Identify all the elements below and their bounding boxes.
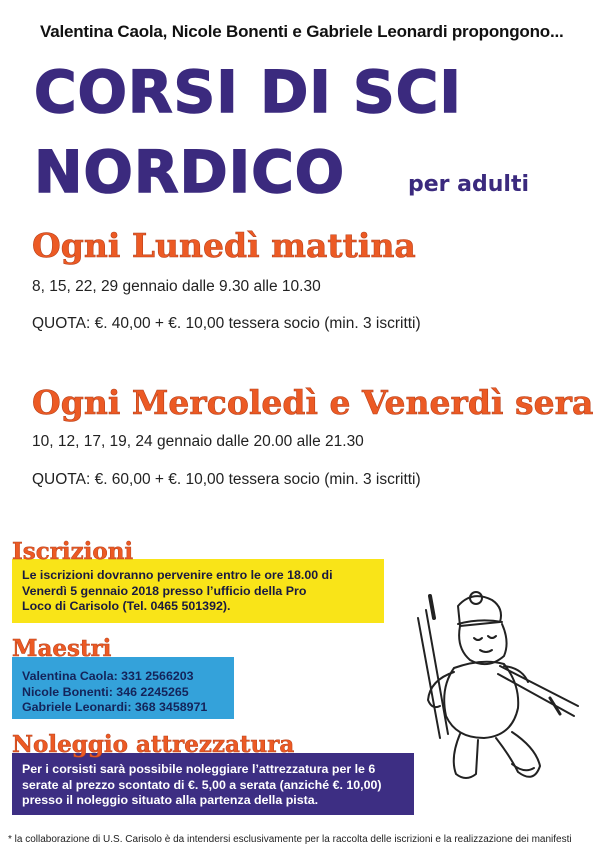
iscrizioni-line: Venerdì 5 gennaio 2018 presso l’ufficio della Pro — [22, 583, 307, 598]
iscrizioni-box — [12, 559, 384, 623]
noleggio-line: serate al prezzo scontato di €. 5,00 a serata (anziché €. 10,00) — [22, 777, 382, 792]
footnote: * la collaborazione di U.S. Carisolo è da intendersi esclusivamente per la raccolta delle iscrizioni e la realizzazione dei manifesti — [8, 834, 572, 845]
maestri-heading: Maestri — [12, 635, 112, 662]
noleggio-line: presso il noleggio situato alla partenza della pista. — [22, 793, 319, 807]
iscrizioni-heading: Iscrizioni — [12, 538, 134, 565]
title-line-1: CORSI DI SCI — [34, 58, 462, 126]
maestri-line: Nicole Bonenti: 346 2245265 — [22, 684, 189, 699]
session-dates-evening: 10, 12, 17, 19, 24 gennaio dalle 20.00 alle 21.30 — [32, 433, 364, 450]
iscrizioni-line: Loco di Carisolo (Tel. 0465 501392). — [22, 599, 231, 613]
maestri-line: Gabriele Leonardi: 368 3458971 — [22, 700, 208, 714]
session-heading-monday: Ogni Lunedì mattina — [32, 226, 416, 265]
title-subtitle: per adulti — [408, 172, 530, 197]
intro-line: Valentina Caola, Nicole Bonenti e Gabriele Leonardi propongono... — [40, 22, 564, 41]
session-heading-evening: Ogni Mercoledì e Venerdì sera — [32, 383, 594, 422]
title-line-2: NORDICO — [34, 138, 346, 206]
noleggio-line: Per i corsisti sarà possibile noleggiare l’attrezzatura per le 6 — [22, 762, 376, 776]
session-dates-monday: 8, 15, 22, 29 gennaio dalle 9.30 alle 10.30 — [32, 278, 321, 295]
noleggio-box — [12, 753, 414, 815]
noleggio-heading: Noleggio attrezzatura — [12, 731, 295, 758]
iscrizioni-line: Le iscrizioni dovranno pervenire entro le ore 18.00 di — [22, 568, 333, 582]
maestri-line: Valentina Caola: 331 2566203 — [22, 669, 194, 683]
maestri-box — [12, 657, 234, 719]
skier-illustration — [400, 588, 590, 788]
session-fee-evening: QUOTA: €. 60,00 + €. 10,00 tessera socio (min. 3 iscritti) — [32, 471, 421, 488]
session-fee-monday: QUOTA: €. 40,00 + €. 10,00 tessera socio (min. 3 iscritti) — [32, 315, 421, 332]
